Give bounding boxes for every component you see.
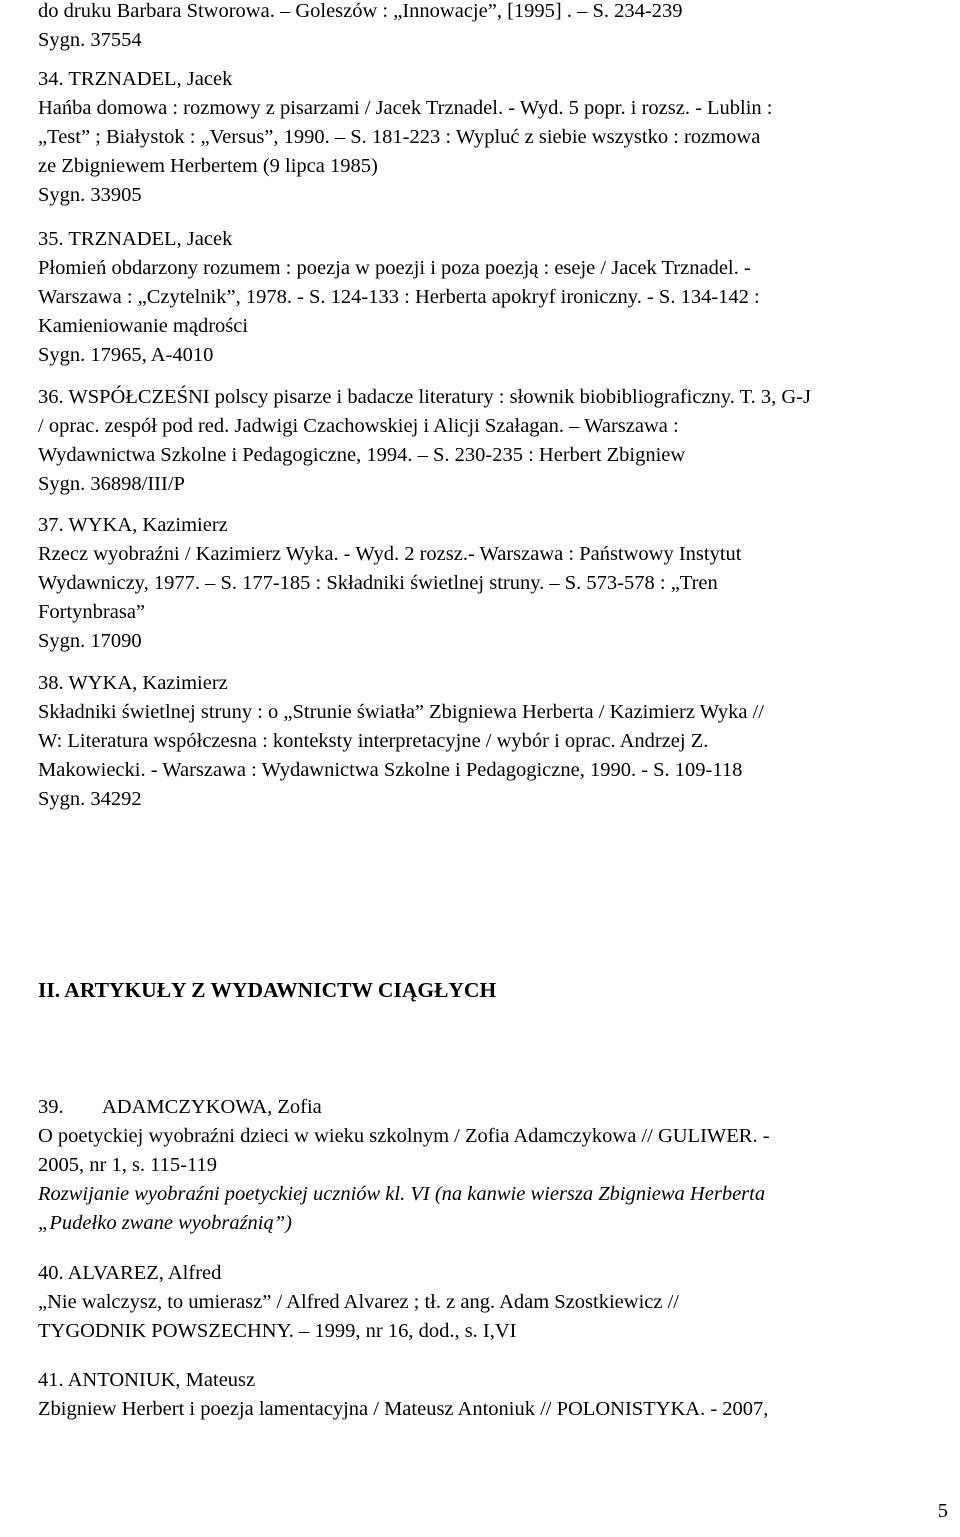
annotation-line: „Pudełko zwane wyobraźnią”) — [38, 1211, 292, 1234]
text-line: Warszawa : „Czytelnik”, 1978. - S. 124-133 : Herberta apokryf ironiczny. - S. 134-142 : — [38, 285, 760, 308]
call-number: Sygn. 37554 — [38, 28, 142, 51]
article-heading: 40. ALVAREZ, Alfred — [38, 1262, 222, 1284]
entry-37 — [38, 511, 943, 656]
text-line: ze Zbigniewem Herbertem (9 lipca 1985) — [38, 154, 378, 177]
entry-36 — [38, 383, 943, 499]
article-40 — [38, 1259, 943, 1346]
text-line: Płomień obdarzony rozumem : poezja w poezji i poza poezją : eseje / Jacek Trznadel. - — [38, 256, 751, 279]
text-line: TYGODNIK POWSZECHNY. – 1999, nr 16, dod., s. I,VI — [38, 1319, 517, 1342]
page-number: 5 — [937, 1500, 948, 1522]
call-number: Sygn. 33905 — [38, 183, 142, 206]
entry-38 — [38, 669, 943, 814]
entry-33-fragment — [38, 0, 943, 55]
entry-34 — [38, 65, 943, 210]
text-line: Wydawnictwa Szkolne i Pedagogiczne, 1994. – S. 230-235 : Herbert Zbigniew — [38, 443, 686, 466]
text-line: „Test” ; Białystok : „Versus”, 1990. – S. 181-223 : Wypluć z siebie wszystko : rozmowa — [38, 125, 761, 148]
text-line: Rzecz wyobraźni / Kazimierz Wyka. - Wyd. 2 rozsz.- Warszawa : Państwowy Instytut — [38, 542, 742, 565]
article-heading — [38, 1093, 943, 1122]
section-heading: II. ARTYKUŁY Z WYDAWNICTW CIĄGŁYCH — [38, 978, 497, 1002]
article-heading: 41. ANTONIUK, Mateusz — [38, 1369, 256, 1391]
text-line: Fortynbrasa” — [38, 600, 146, 623]
entry-heading: 35. TRZNADEL, Jacek — [38, 228, 233, 250]
text-line: O poetyckiej wyobraźni dzieci w wieku szkolnym / Zofia Adamczykowa // GULIWER. - — [38, 1124, 770, 1147]
article-41 — [38, 1366, 943, 1424]
text-line: do druku Barbara Stworowa. – Goleszów : „Innowacje”, [1995] . – S. 234-239 — [38, 0, 683, 22]
text-line: / oprac. zespół pod red. Jadwigi Czachowskiej i Alicji Szałagan. – Warszawa : — [38, 414, 679, 437]
call-number: Sygn. 34292 — [38, 787, 142, 810]
text-line: Wydawniczy, 1977. – S. 177-185 : Składniki świetlnej struny. – S. 573-578 : „Tren — [38, 571, 718, 594]
call-number: Sygn. 36898/III/P — [38, 472, 185, 495]
entry-heading: 37. WYKA, Kazimierz — [38, 514, 228, 536]
article-number: 39. — [38, 1096, 64, 1118]
annotation-line: Rozwijanie wyobraźni poetyckiej uczniów kl. VI (na kanwie wiersza Zbigniewa Herberta — [38, 1182, 766, 1205]
text-line: 2005, nr 1, s. 115-119 — [38, 1153, 217, 1176]
entry-heading: 36. WSPÓŁCZEŚNI polscy pisarze i badacze literatury : słownik biobibliograficzny. T. 3, G-J — [38, 386, 811, 408]
text-line: W: Literatura współczesna : konteksty interpretacyjne / wybór i oprac. Andrzej Z. — [38, 729, 709, 752]
entry-heading: 34. TRZNADEL, Jacek — [38, 68, 233, 90]
call-number: Sygn. 17090 — [38, 629, 142, 652]
text-line: Kamieniowanie mądrości — [38, 314, 249, 337]
text-line: Hańba domowa : rozmowy z pisarzami / Jacek Trznadel. - Wyd. 5 popr. i rozsz. - Lublin : — [38, 96, 773, 119]
text-line: „Nie walczysz, to umierasz” / Alfred Alvarez ; tł. z ang. Adam Szostkiewicz // — [38, 1290, 679, 1313]
entry-heading: 38. WYKA, Kazimierz — [38, 672, 228, 694]
text-line: Składniki świetlnej struny : o „Strunie światła” Zbigniewa Herberta / Kazimierz Wyka // — [38, 700, 764, 723]
text-line: Makowiecki. - Warszawa : Wydawnictwa Szkolne i Pedagogiczne, 1990. - S. 109-118 — [38, 758, 743, 781]
entry-35 — [38, 225, 943, 370]
article-author: ADAMCZYKOWA, Zofia — [102, 1096, 322, 1118]
text-line: Zbigniew Herbert i poezja lamentacyjna / Mateusz Antoniuk // POLONISTYKA. - 2007, — [38, 1397, 769, 1420]
article-39 — [38, 1093, 943, 1238]
call-number: Sygn. 17965, A-4010 — [38, 343, 214, 366]
